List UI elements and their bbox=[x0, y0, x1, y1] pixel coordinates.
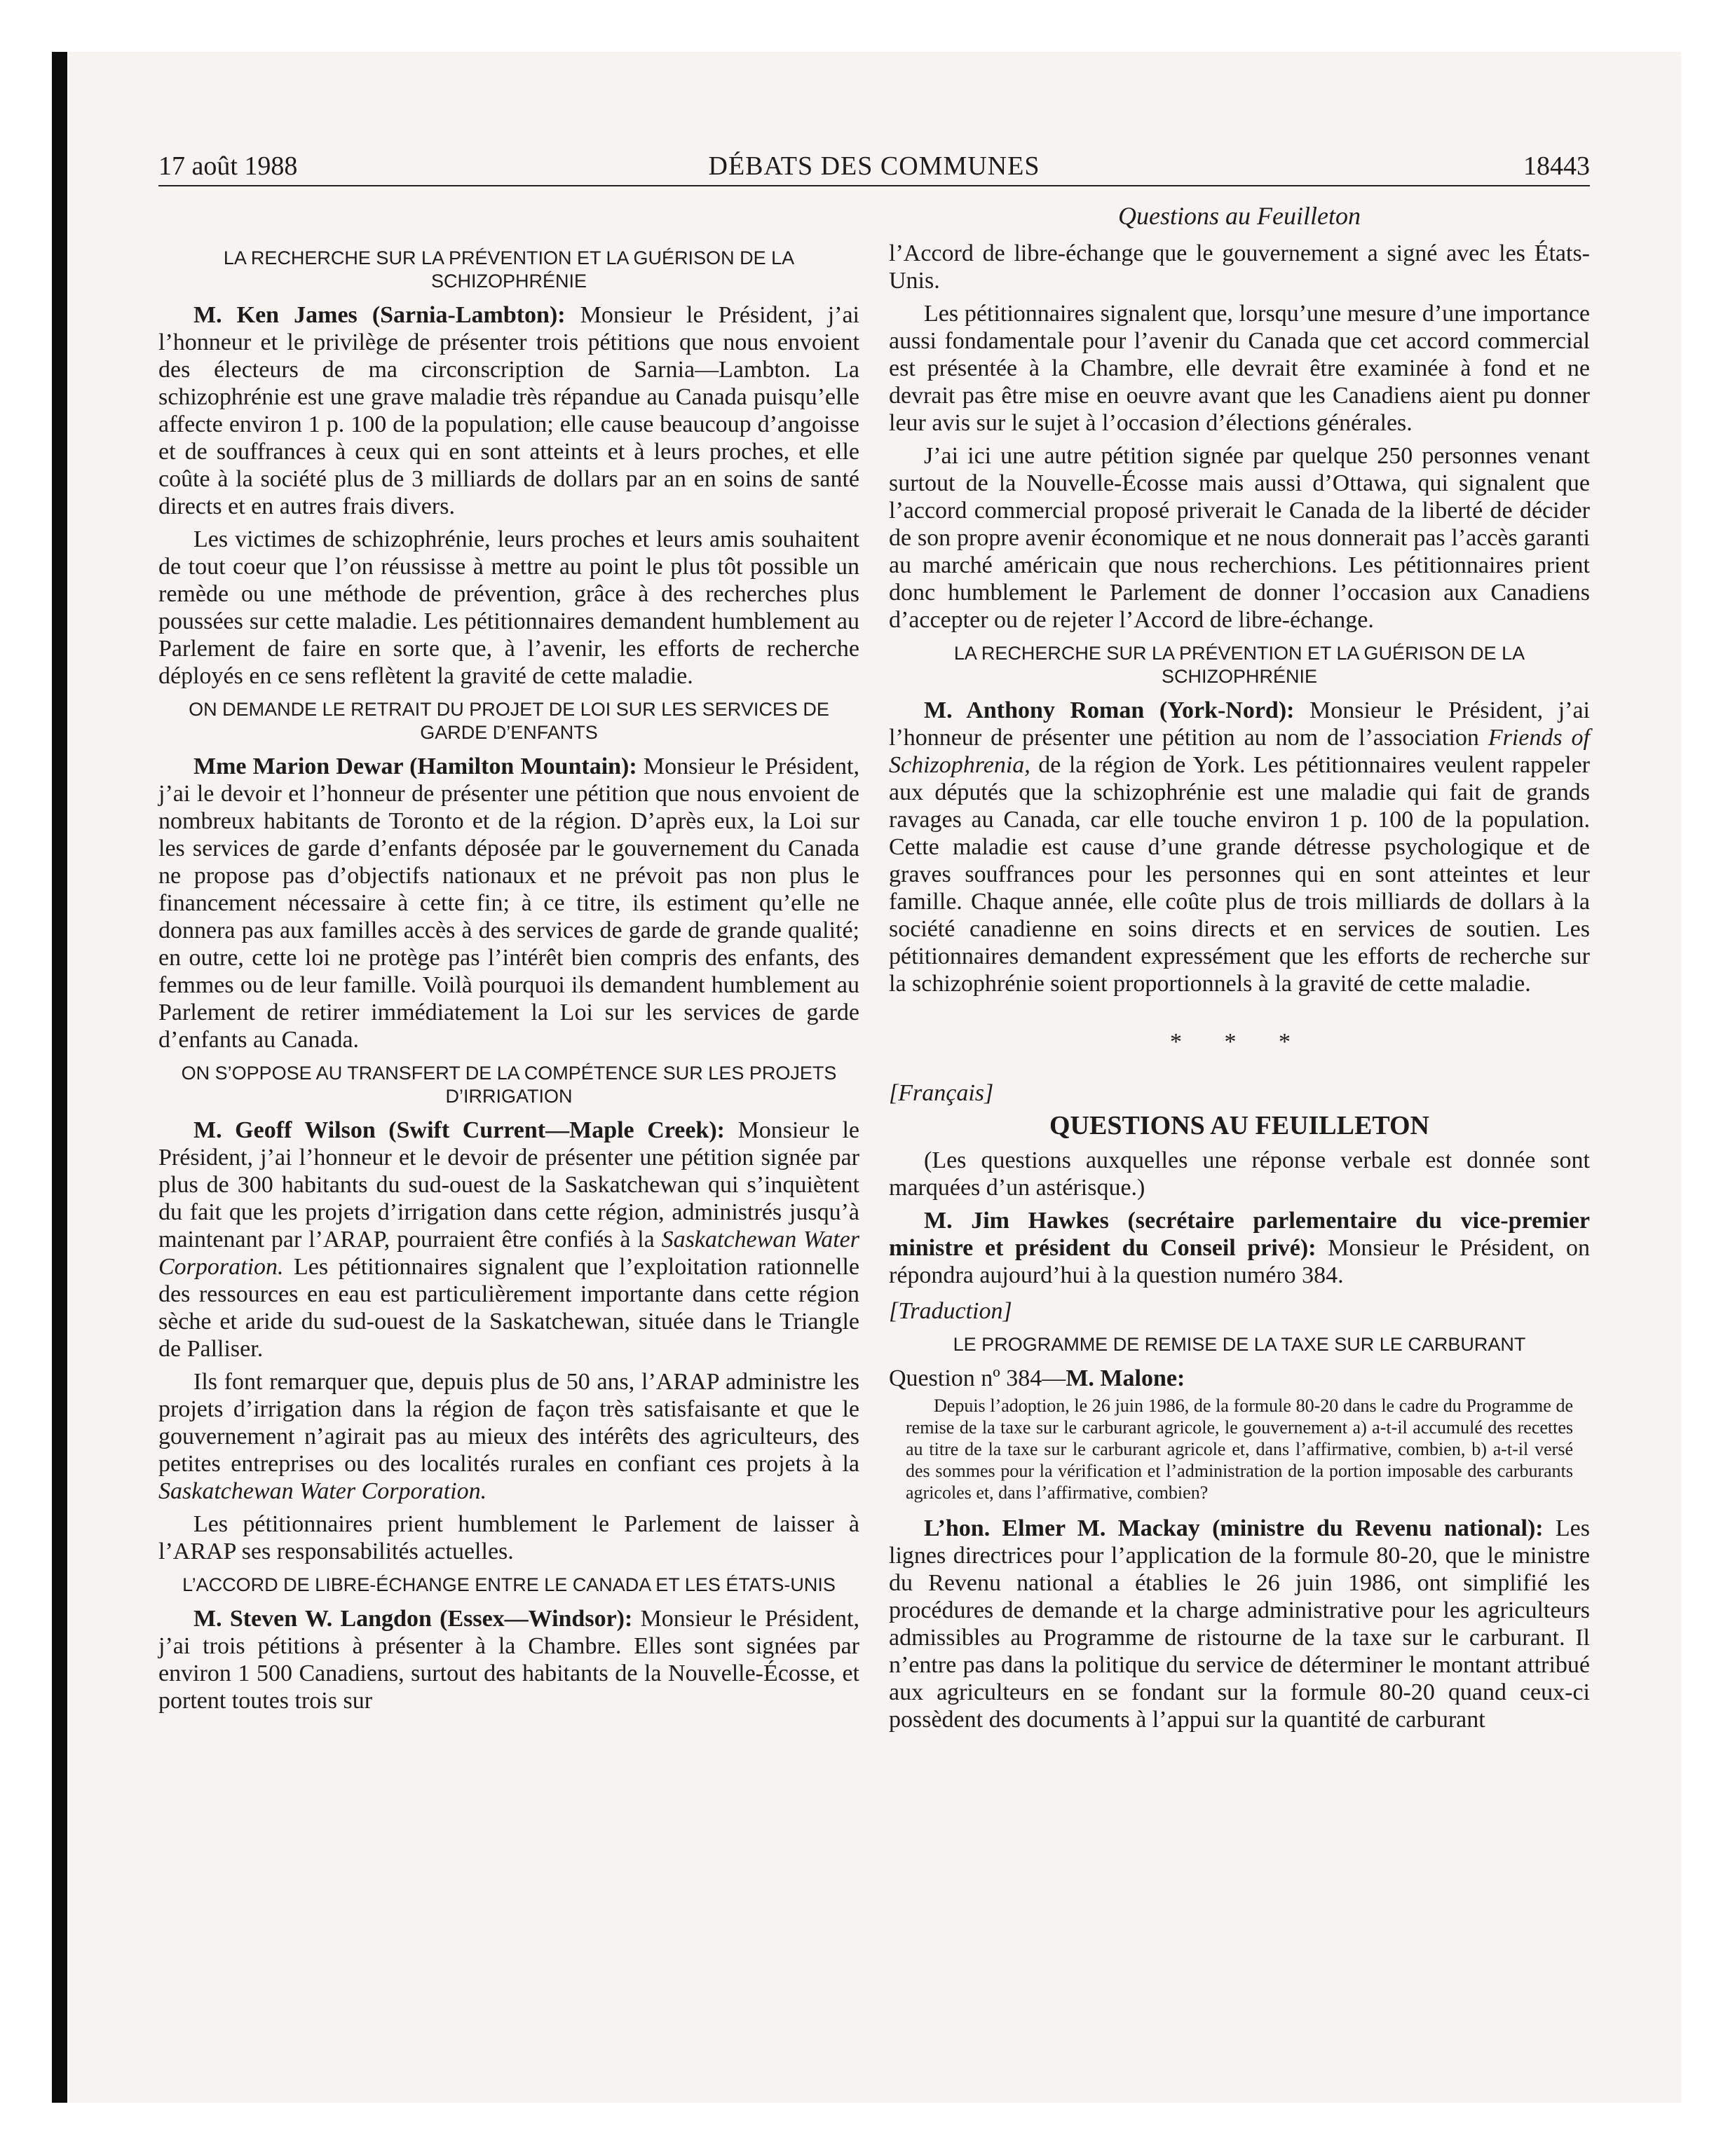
text-arap-italic: Saskatchewan Water Corporation. bbox=[158, 1478, 487, 1504]
column-heading: Questions au Feuilleton bbox=[1118, 202, 1361, 230]
text-jim-hawkes: Monsieur le Président, on répondra aujourd’hui à la question numéro 384. bbox=[889, 1235, 1590, 1288]
speaker-jim-hawkes: M. Jim Hawkes (secrétaire parlementaire du vice-premier ministre et président du Conseil privé): bbox=[889, 1208, 1590, 1261]
question-number: Question nº 384— bbox=[889, 1365, 1066, 1391]
question-label bbox=[889, 1365, 1590, 1392]
text-anthony-roman-b: de la région de York. Les pétitionnaires veulent rappeler aux députés que la schizophrénie est une maladie qui fait de grands ravages au Canada, car elle touche environ 1 p. 100 de la population. Cette maladie est cause d’une grande détresse psychologique et de graves souffrances pour les personnes qui en sont atteintes et leur famille. Chaque année, elle coûte plus de trois milliards de dollars à la société canadienne en soins directs et en services de soutien. Les pétitionnaires demandent expressément que les efforts de recherche sur la schizophrénie soient proportionnels à la gravité de cette maladie. bbox=[889, 752, 1590, 997]
speaker-anthony-roman: M. Anthony Roman (York-Nord): bbox=[924, 697, 1295, 723]
speaker-geoff-wilson: M. Geoff Wilson (Swift Current—Maple Creek): bbox=[193, 1117, 725, 1143]
section-heading-carburant: LE PROGRAMME DE REMISE DE LA TAXE SUR LE CARBURANT bbox=[953, 1334, 1526, 1355]
paragraph-petitionnaires-signalent: Les pétitionnaires signalent que, lorsqu’une mesure d’une importance aussi fondamentale pour l’avenir du Canada que cet accord commercial est présentée à la Chambre, elle devrait être examinée à fond et ne devrait pas être mise en oeuvre avant que les Canadiens aient pu donner leur avis sur le sujet à l’occasion d’élections générales. bbox=[889, 301, 1590, 436]
paragraph-elmer-mackay bbox=[889, 1515, 1590, 1733]
text-ken-james: Monsieur le Président, j’ai l’honneur et le privilège de présenter trois pétitions que nous envoient des électeurs de ma circonscription de Sarnia—Lambton. La schizophrénie est une grave maladie très répandue au Canada puisqu’elle affecte environ 1 p. 100 de la population; elle cause beaucoup d’angoisse et de souffrances à ceux qui en sont atteints et à leurs proches, et elle coûte à la société plus de 3 milliards de dollars par an en soins de santé directs et en autres frais divers. bbox=[158, 302, 859, 519]
speaker-ken-james: M. Ken James (Sarnia-Lambton): bbox=[193, 302, 566, 328]
header-title: DÉBATS DES COMMUNES bbox=[708, 151, 1040, 181]
text-geoff-wilson-a: Monsieur le Président, j’ai l’honneur et le devoir de présenter une pétition signée par plus de 300 habitants du sud-ouest de la Saskatchewan qui s’inquiètent du fait que les projets d’irrigation dans cette région, administrés jusqu’à maintenant par l’ARAP, pourraient être confiés à la bbox=[158, 1117, 860, 1253]
paragraph-marion-dewar bbox=[158, 753, 859, 1053]
paragraph-arap bbox=[158, 1368, 859, 1505]
question-text: Depuis l’adoption, le 26 juin 1986, de la formule 80-20 dans le cadre du Programme de remise de la taxe sur le carburant agricole, le gouvernement a) a-t-il accumulé des recettes au titre de la taxe sur le carburant agricole et, dans l’affirmative, combien, b) a-t-il versé des sommes pour la vérification et l’administration de la portion imposable des carburants agricoles et, dans l’affirmative, combien? bbox=[906, 1396, 1573, 1503]
text-steven-langdon: Monsieur le Président, j’ai trois pétitions à présenter à la Chambre. Elles sont signées par environ 1 500 Canadiens, surtout des habitants de la Nouvelle-Écosse, et portent toutes trois sur bbox=[158, 1606, 859, 1714]
speaker-steven-langdon: M. Steven W. Langdon (Essex—Windsor): bbox=[193, 1606, 633, 1632]
section-separator: * * * bbox=[1170, 1029, 1309, 1055]
paragraph-accord-continued: l’Accord de libre-échange que le gouvernement a signé avec les États-Unis. bbox=[889, 240, 1590, 294]
speaker-marion-dewar: Mme Marion Dewar (Hamilton Mountain): bbox=[193, 753, 637, 779]
paragraph-autre-petition: J’ai ici une autre pétition signée par quelque 250 personnes venant surtout de la Nouvelle-Écosse mais aussi d’Ottawa, qui signalent que l’accord commercial proposé priverait le Canada de la liberté de décider de son propre avenir économique et ne nous donnerait pas l’accès garanti au marché américain que nous recherchions. Les pétitionnaires prient donc humblement le Parlement de donner l’occasion aux Canadiens d’accepter ou de rejeter l’Accord de libre-échange. bbox=[889, 443, 1590, 633]
section-heading-libre-echange: L’ACCORD DE LIBRE-ÉCHANGE ENTRE LE CANADA ET LES ÉTATS-UNIS bbox=[182, 1574, 836, 1595]
running-header bbox=[158, 149, 1590, 186]
questions-heading: QUESTIONS AU FEUILLETON bbox=[1049, 1111, 1430, 1140]
paragraph-anthony-roman bbox=[889, 697, 1590, 997]
header-page-number: 18443 bbox=[1523, 151, 1590, 181]
left-column bbox=[158, 238, 859, 1720]
paragraph-steven-langdon bbox=[158, 1605, 859, 1714]
text-arap-a: Ils font remarquer que, depuis plus de 50 ans, l’ARAP administre les projets d’irrigation dans la région de façon très satisfaisante et que le gouvernement n’agirait pas au mieux des intérêts des agriculteurs, des petites entreprises ou des localités rurales en confiant ces projets à la bbox=[158, 1369, 859, 1477]
speaker-elmer-mackay: L’hon. Elmer M. Mackay (ministre du Revenu national): bbox=[924, 1515, 1544, 1541]
text-marion-dewar: Monsieur le Président, j’ai le devoir et l’honneur de présenter une pétition que nous envoient de nombreux habitants de Toronto et de la région. D’après eux, la Loi sur les services de garde d’enfants déposée par le gouvernement du Canada ne propose pas d’objectifs nationaux et ne prévoit pas non plus le financement nécessaire à cette fin; à ce titre, ils estiment qu’elle ne donnera pas aux familles accès à des services de garde de grande qualité; en outre, cette loi ne protège pas l’intérêt bien compris des enfants, des femmes ou de leur famille. Voilà pourquoi ils demandent humblement au Parlement de retirer immédiatement la Loi sur les services de garde d’enfants au Canada. bbox=[158, 753, 859, 1053]
question-asker: M. Malone: bbox=[1066, 1365, 1185, 1391]
section-heading-irrigation: ON S’OPPOSE AU TRANSFERT DE LA COMPÉTENCE SUR LES PROJETS D’IRRIGATION bbox=[181, 1063, 837, 1107]
header-date: 17 août 1988 bbox=[158, 151, 298, 181]
language-tag-francais: [Français] bbox=[889, 1080, 994, 1106]
scan-binding-edge bbox=[52, 52, 67, 2103]
section-heading-garde-enfants: ON DEMANDE LE RETRAIT DU PROJET DE LOI SUR LES SERVICES DE GARDE D’ENFANTS bbox=[189, 699, 829, 743]
text-elmer-mackay: Les lignes directrices pour l’application de la formule 80-20, que le ministre du Revenu national a établies le 26 juin 1986, ont simplifié les procédures de demande et la charge administrative pour les agriculteurs admissibles au Programme de ristourne de la taxe sur le carburant. Il n’entre pas dans la politique du service de déterminer le montant attribué aux agriculteurs en se fondant sur la formule 80-20 quand ceux-ci possèdent des documents à l’appui sur la quantité de carburant bbox=[889, 1515, 1590, 1733]
right-column bbox=[889, 200, 1590, 1739]
language-tag-traduction: [Traduction] bbox=[889, 1298, 1012, 1324]
text-geoff-wilson-b: Les pétitionnaires signalent que l’exploitation rationnelle des ressources en eau est particulièrement importante dans cette région sèche et aride du sud-ouest de la Saskatchewan, située dans le Triangle de Palliser. bbox=[158, 1254, 859, 1362]
paragraph-jim-hawkes bbox=[889, 1207, 1590, 1289]
text-anthony-roman-a: Monsieur le Président, j’ai l’honneur de présenter une pétition au nom de l’association bbox=[889, 697, 1591, 751]
section-heading-schizophrenie-1: LA RECHERCHE SUR LA PRÉVENTION ET LA GUÉRISON DE LA SCHIZOPHRÉNIE bbox=[223, 247, 795, 292]
text-friends-of-schizophrenia: Friends of Schizophrenia, bbox=[889, 725, 1590, 778]
paragraph-victimes: Les victimes de schizophrénie, leurs proches et leurs amis souhaitent de tout coeur que l’on réussisse à mettre au point le plus tôt possible un remède ou une méthode de prévention, grâce à des recherches plus poussées sur cette maladie. Les pétitionnaires demandent humblement au Parlement de faire en sorte que, à l’avenir, les efforts de recherche déployés en ce sens reflètent la gravité de cette maladie. bbox=[158, 526, 859, 689]
paragraph-ken-james bbox=[158, 301, 859, 520]
text-geoff-wilson-italic: Saskatchewan Water Corporation. bbox=[158, 1227, 859, 1280]
section-heading-schizophrenie-2: LA RECHERCHE SUR LA PRÉVENTION ET LA GUÉRISON DE LA SCHIZOPHRÉNIE bbox=[953, 643, 1525, 687]
paragraph-geoff-wilson bbox=[158, 1117, 859, 1363]
questions-note: (Les questions auxquelles une réponse verbale est donnée sont marquées d’un astérisque.) bbox=[889, 1147, 1590, 1201]
paragraph-petitionnaires-arap: Les pétitionnaires prient humblement le Parlement de laisser à l’ARAP ses responsabilités actuelles. bbox=[158, 1511, 859, 1564]
